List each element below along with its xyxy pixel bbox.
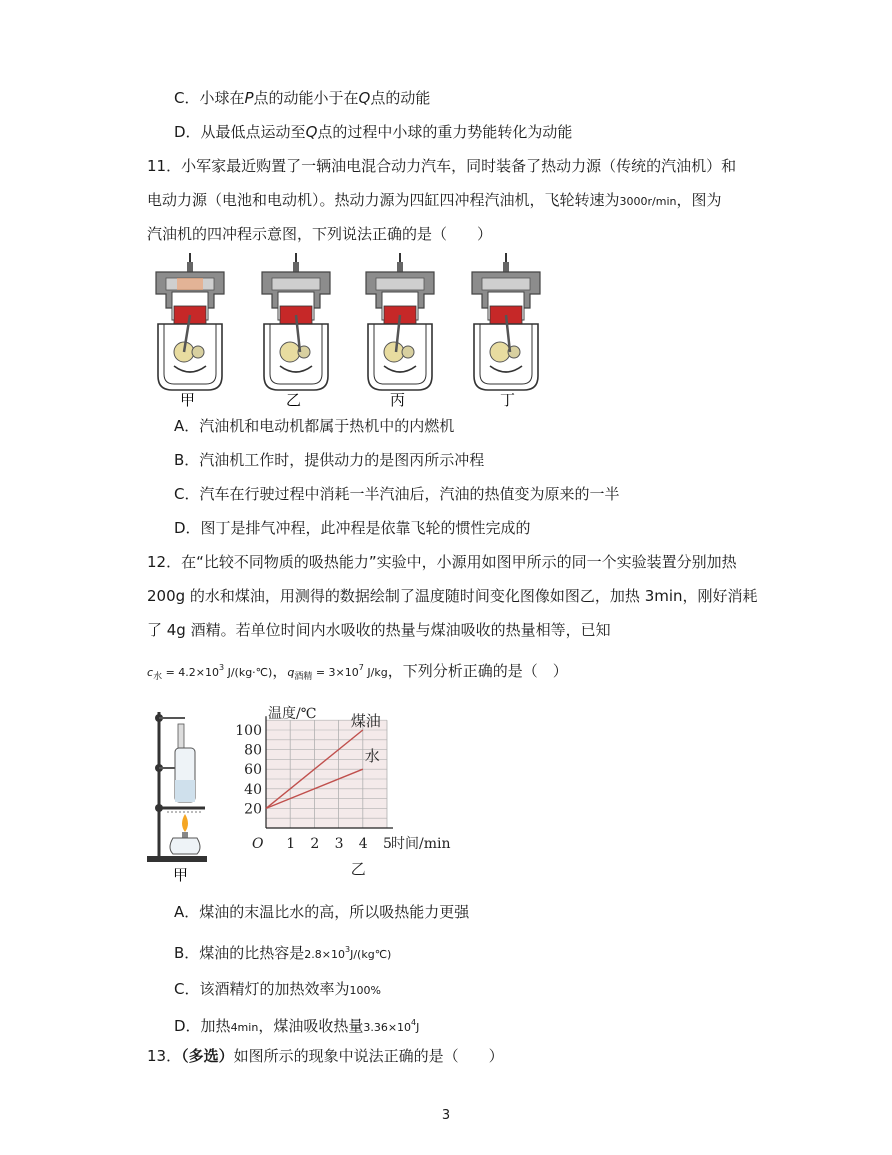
chart-y-tick-label: 20 (244, 801, 262, 818)
chart-figure-label: 乙 (350, 860, 366, 878)
chart-x-tick-label: 1 (286, 836, 296, 852)
q11-option-b: B．汽油机工作时，提供动力的是图丙所示冲程 (174, 451, 485, 469)
q12-option-a: A．煤油的末温比水的高，所以吸热能力更强 (174, 903, 470, 921)
engine-label-ding: 丁 (500, 391, 516, 409)
chart-y-tick-label: 100 (235, 723, 262, 739)
heating-apparatus-figure (145, 702, 215, 882)
q13-stem: 13．（多选）如图所示的现象中说法正确的是（ ） (147, 1047, 504, 1065)
q12-stem-line2: 200g 的水和煤油，用测得的数据绘制了温度随时间变化图像如图乙，加热 3min，刚好消耗 (147, 587, 758, 605)
engine-label-jia: 甲 (180, 391, 196, 409)
engine-label-yi: 乙 (286, 391, 302, 409)
chart-y-tick-label: 80 (244, 742, 262, 759)
apparatus-label: 甲 (173, 866, 189, 884)
q10-option-d: D．从最低点运动至Q点的过程中小球的重力势能转化为动能 (174, 123, 573, 141)
chart-y-axis-label: 温度/℃ (268, 706, 317, 723)
chart-origin-label: O (252, 836, 264, 852)
q10-option-c: C．小球在P点的动能小于在Q点的动能 (174, 89, 431, 107)
chart-x-tick-label: 3 (334, 836, 344, 852)
chart-y-tick-label: 60 (244, 762, 262, 779)
q12-option-c: C．该酒精灯的加热效率为100% (174, 980, 381, 998)
q11-option-a: A．汽油机和电动机都属于热机中的内燃机 (174, 417, 455, 435)
chart-x-tick-label: 5 (383, 836, 392, 852)
q12-stem-line1: 12．在“比较不同物质的吸热能力”实验中，小源用如图甲所示的同一个实验装置分别加热 (147, 553, 737, 571)
q12-option-d: D．加热4min，煤油吸收热量$3.36\times 10^4J$ (174, 1017, 420, 1035)
chart-series-label: 水 (364, 747, 380, 766)
chart-x-axis-label: 时间/min (391, 836, 451, 852)
temperature-time-chart (235, 698, 470, 886)
q11-option-c: C．汽车在行驶过程中消耗一半汽油后，汽油的热值变为原来的一半 (174, 485, 620, 503)
q11-stem-line1: 11．小军家最近购置了一辆油电混合动力汽车，同时装备了热动力源（传统的汽油机）和 (147, 157, 737, 175)
q12-stem-line4: $c_水 = 4.2\times 10^3$ J/(kg·℃)，$q_{酒精} = 3\times 10^7$ J/kg，下列分析正确的是（ ） (147, 662, 568, 682)
q12-stem-line3: 了 4g 酒精。若单位时间内水吸收的热量与煤油吸收的热量相等，已知 (147, 621, 611, 639)
q11-stem-line2: 电动力源（电池和电动机）。热动力源为四缸四冲程汽油机，飞轮转速为3000r/min，图为 (147, 191, 722, 209)
engine-label-bing: 丙 (390, 391, 406, 409)
chart-series-label: 煤油 (350, 712, 381, 730)
chart-plot-area (266, 720, 387, 828)
four-stroke-engine-figure (150, 248, 560, 410)
q11-stem-line3: 汽油机的四冲程示意图，下列说法正确的是（ ） (147, 225, 493, 243)
q11-option-d: D．图丁是排气冲程，此冲程是依靠飞轮的惯性完成的 (174, 519, 531, 537)
chart-y-tick-label: 40 (244, 781, 262, 798)
q12-option-b: B．煤油的比热容是$2.8\times 10^3J/(kg℃)$ (174, 944, 392, 962)
chart-x-tick-label: 4 (358, 836, 368, 852)
chart-x-tick-label: 2 (310, 836, 320, 852)
page-number: 3 (441, 1108, 451, 1123)
